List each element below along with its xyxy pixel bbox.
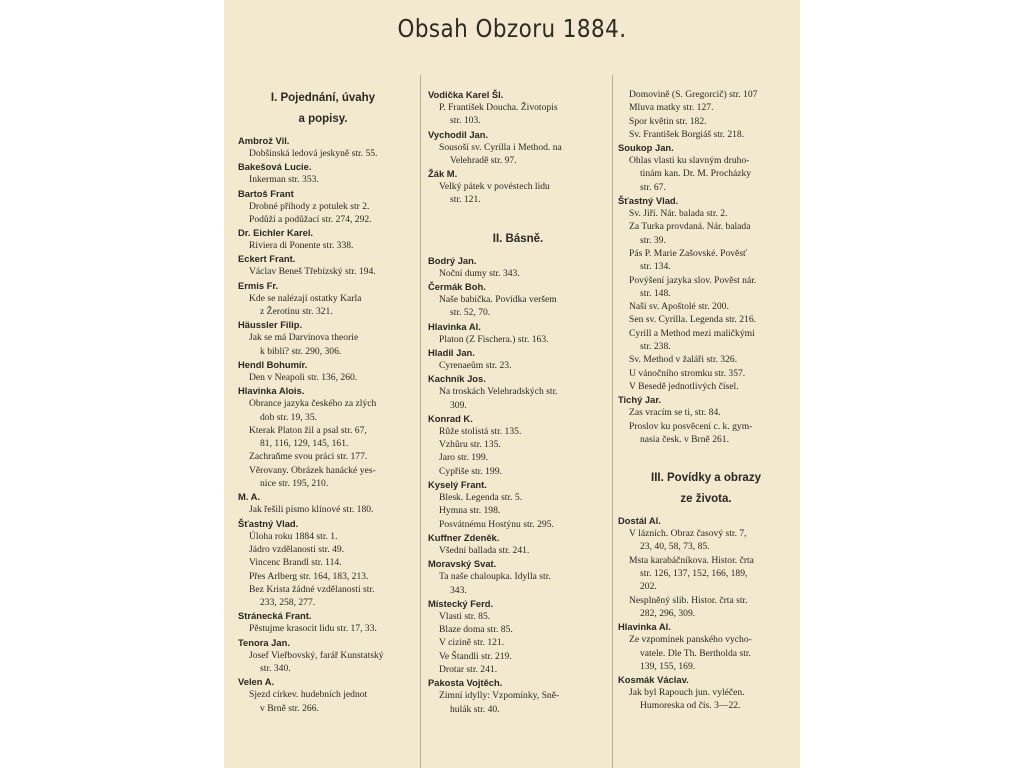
author-name: Velen A. [238, 676, 275, 688]
toc-entry: Domovině (S. Gregorcič) str. 107 [629, 89, 758, 100]
toc-entry: Růže stolistá str. 135. [439, 425, 522, 437]
author-name: Ambrož Vil. [238, 135, 290, 146]
toc-entry: Ze vzpomínek panského vycho- [629, 634, 752, 646]
toc-entry: Sv. Method v žaláři str. 326. [629, 354, 738, 366]
toc-entry: Jádro vzdělanosti str. 49. [249, 543, 345, 555]
toc-entry: Bez Krista žádné vzdělanosti str. [249, 583, 375, 595]
toc-entry-continuation: str. 340. [260, 663, 291, 675]
toc-entry-continuation: nasia česk. v Brně 261. [640, 433, 729, 445]
author-name: Kachník Jos. [428, 373, 486, 385]
toc-entry-continuation: str. 238. [640, 341, 671, 353]
toc-column-2 [428, 88, 608, 716]
toc-entry: Msta karabáčníkova. Histor. črta [629, 554, 754, 566]
toc-entry: Nesplněný slib. Histor. črta str. [629, 594, 748, 606]
toc-entry: Mluva matky str. 127. [629, 102, 714, 114]
toc-entry: Sv. Jiří. Nár. balada str. 2. [629, 208, 728, 220]
toc-entry: Jak řešili písmo klínové str. 180. [249, 504, 374, 516]
section-heading: ze života. [680, 493, 732, 506]
toc-entry: Kterak Platon žil a psal str. 67, [249, 424, 367, 436]
toc-entry: Obrance jazyka českého za zlých [249, 398, 377, 410]
author-name: Moravský Svat. [428, 558, 497, 570]
toc-entry: Platon (Z Fischera.) str. 163. [439, 333, 549, 345]
author-name: Bakešová Lucie. [238, 161, 312, 173]
section-spacer [428, 207, 608, 229]
toc-entry-continuation: str. 39. [640, 234, 666, 246]
toc-entry: Ohlas vlasti ku slavným druho- [629, 155, 750, 167]
author-name: Šťastný Vlad. [238, 517, 299, 529]
author-name: Tichý Jar. [618, 394, 662, 406]
toc-entry: Všední ballada str. 241. [439, 544, 530, 556]
toc-entry: Blesk. Legenda str. 5. [439, 492, 523, 504]
author-name: Dr. Eichler Karel. [238, 227, 314, 239]
toc-entry-continuation: str. 126, 137, 152, 166, 189, [640, 568, 748, 580]
toc-entry: Přes Arlberg str. 164, 183, 213. [249, 570, 369, 582]
author-name: Kyselý Frant. [428, 479, 487, 491]
toc-entry: Zachraňme svou práci str. 177. [249, 451, 368, 463]
section-heading: III. Povídky a obrazy [651, 472, 761, 485]
author-name: Kuffner Zdeněk. [428, 531, 500, 543]
toc-entry: Pěstujme krasocit lidu str. 17, 33. [249, 623, 377, 635]
author-name: Vychodil Jan. [428, 128, 489, 140]
toc-entry: Za Turka provdaná. Nár. balada [629, 221, 751, 233]
toc-entry-continuation: str. 67. [640, 181, 666, 193]
toc-entry: Den v Neapoli str. 136, 260. [249, 371, 358, 383]
toc-entry: Pás P. Marie Zašovské. Pověsť [629, 247, 748, 259]
toc-entry: Cyrenaeům str. 23. [439, 359, 512, 371]
toc-entry: Naší sv. Apoštolé str. 200. [629, 301, 729, 313]
toc-entry-continuation: 309. [450, 399, 467, 411]
toc-entry: Spor květin str. 182. [629, 115, 707, 127]
author-name: Čermák Boh. [428, 281, 486, 293]
toc-entry-continuation: 233, 258, 277. [260, 597, 316, 609]
toc-entry: Dobšinská ledová jeskyně str. 55. [249, 148, 378, 159]
author-name: Žák M. [428, 168, 458, 180]
toc-entry-continuation: str. 121. [450, 194, 481, 206]
author-name: Konrad K. [428, 412, 473, 424]
toc-column-1 [238, 88, 408, 715]
author-name: Pakosta Vojtěch. [428, 677, 503, 689]
toc-entry: Václav Beneš Třebízský str. 194. [249, 266, 376, 278]
toc-entry: Cypřiše str. 199. [439, 465, 502, 477]
author-name: Hendl Bohumír. [238, 358, 308, 370]
document-page [224, 0, 800, 768]
toc-entry: Úloha roku 1884 str. 1. [249, 530, 338, 542]
toc-entry-continuation: hulák str. 40. [450, 703, 500, 715]
toc-entry-continuation: str. 148. [640, 287, 671, 299]
author-name: Bodrý Jan. [428, 254, 477, 266]
toc-entry-continuation: Humoreska od čís. 3—22. [640, 700, 741, 712]
toc-entry: P. František Doucha. Životopis [439, 102, 558, 113]
section-heading: I. Pojednání, úvahy [270, 92, 376, 104]
toc-entry: Zas vracím se ti, str. 84. [629, 407, 721, 419]
toc-entry: Noční dumy str. 343. [439, 267, 520, 279]
author-name: Bartoš Frant [238, 187, 294, 199]
column-divider [420, 75, 421, 768]
author-name: Hlavinka Al. [428, 320, 481, 332]
toc-entry: Jak se má Darvinova theorie [249, 332, 359, 344]
toc-entry: Cyrill a Method mezi maličkými [629, 327, 755, 339]
toc-entry: Vzhůru str. 135. [439, 439, 501, 451]
author-name: Hladil Jan. [428, 346, 475, 358]
toc-column-3 [618, 88, 794, 713]
author-name: Kosmák Václav. [618, 674, 689, 686]
toc-entry-continuation: 343. [450, 584, 467, 596]
toc-entry-continuation: nice str. 195, 210. [260, 478, 329, 490]
toc-entry: Věrovany. Obrázek hanácké yes- [249, 464, 376, 476]
toc-entry-continuation: 282, 296, 309. [640, 607, 696, 619]
toc-entry-continuation: 23, 40, 58, 73, 85. [640, 541, 710, 553]
author-name: M. A. [238, 491, 261, 503]
toc-entry: Zimní idylly: Vzpomínky, Sně- [439, 690, 560, 702]
toc-entry: Jaro str. 199. [439, 452, 489, 464]
toc-entry: V cizině str. 121. [439, 637, 505, 649]
toc-entry: Drotar str. 241. [439, 664, 498, 676]
toc-entry: Sjezd církev. hudebních jednot [249, 689, 368, 701]
toc-entry: Velký pátek v povéstech lidu [439, 181, 550, 193]
toc-entry-continuation: k biblí? str. 290, 306. [260, 345, 342, 357]
toc-entry: V lázních. Obraz časový str. 7, [629, 528, 747, 540]
toc-entry: Sen sv. Cyrilla. Legenda str. 216. [629, 314, 757, 326]
toc-entry: Vlasti str. 85. [439, 610, 491, 622]
toc-entry: Na troskách Velehradských str. [439, 386, 558, 398]
author-name: Místecký Ferd. [428, 597, 494, 609]
toc-entry: Riviera di Ponente str. 338. [249, 240, 354, 252]
author-name: Hlavinka Al. [618, 621, 671, 633]
toc-entry-continuation: dob str. 19, 35. [260, 411, 318, 423]
toc-entry-continuation: 202. [640, 581, 657, 593]
toc-entry: Posvátnému Hostýnu str. 295. [439, 518, 554, 530]
toc-entry: Josef Vieřbovský, farář Kunstatský [249, 649, 384, 661]
section-heading: II. Básně. [492, 232, 544, 245]
author-name: Hlavinka Alois. [238, 385, 305, 397]
toc-entry: Proslov ku posvěcení c. k. gym- [629, 420, 753, 432]
author-name: Šťastný Vlad. [618, 195, 679, 207]
author-name: Soukop Jan. [618, 142, 674, 154]
toc-entry: Blaze doma str. 85. [439, 624, 513, 636]
toc-entry: Hymna str. 198. [439, 505, 501, 517]
toc-entry-continuation: tinám kan. Dr. M. Procházky [640, 168, 752, 180]
toc-entry: U vánočního stromku str. 357. [629, 367, 746, 379]
toc-entry: Naše babička. Povídka veršem [439, 294, 557, 306]
author-name: Eckert Frant. [238, 253, 296, 265]
author-name: Stránecká Frant. [238, 610, 312, 622]
author-name: Ermis Fr. [238, 279, 279, 291]
toc-entry: Jak byl Rapouch jun. vyléčen. [629, 687, 745, 699]
author-name: Dostál Al. [618, 515, 661, 527]
toc-entry: Ve Štandli str. 219. [439, 650, 512, 662]
section-heading: a popisy. [298, 113, 348, 125]
toc-entry-continuation: v Brně str. 266. [260, 702, 319, 714]
toc-entry-continuation: str. 103. [450, 115, 481, 127]
toc-entry: Sv. František Borgiáš str. 218. [629, 128, 745, 140]
toc-entry-continuation: str. 134. [640, 261, 671, 273]
toc-entry-continuation: Velehradě str. 97. [450, 154, 517, 166]
column-divider [612, 75, 613, 768]
author-name: Vodička Karel Šl. [428, 89, 504, 100]
author-name: Häussler Filip. [238, 319, 303, 331]
toc-entry: Drobné příhody z potulek str 2. [249, 200, 370, 212]
toc-entry-continuation: vatele. Dle Th. Bertholda str. [640, 647, 751, 659]
page-title: Obsah Obzoru 1884. [397, 14, 627, 43]
toc-entry: Vincenc Brandl str. 114. [249, 557, 342, 569]
toc-entry: Kde se nalézají ostatky Karla [249, 292, 362, 304]
toc-entry-continuation: 81, 116, 129, 145, 161. [260, 438, 349, 450]
toc-entry-continuation: z Žerotínu str. 321. [260, 306, 333, 318]
toc-entry: Ta naše chaloupka. Idylla str. [439, 571, 551, 583]
toc-entry: Podůží a podůžací str. 274, 292. [249, 213, 372, 225]
section-spacer [618, 446, 794, 468]
toc-entry: V Besedě jednotlivých čísel. [629, 380, 739, 392]
author-name: Tenora Jan. [238, 636, 290, 648]
toc-entry: Povýšení jazyka slov. Pověst nár. [629, 274, 757, 286]
toc-entry: Inkerman str. 353. [249, 174, 319, 186]
toc-entry-continuation: 139, 155, 169. [640, 660, 696, 672]
toc-entry: Sousoší sv. Cyrilla i Method. na [439, 141, 562, 153]
toc-entry-continuation: str. 52, 70. [450, 307, 491, 319]
